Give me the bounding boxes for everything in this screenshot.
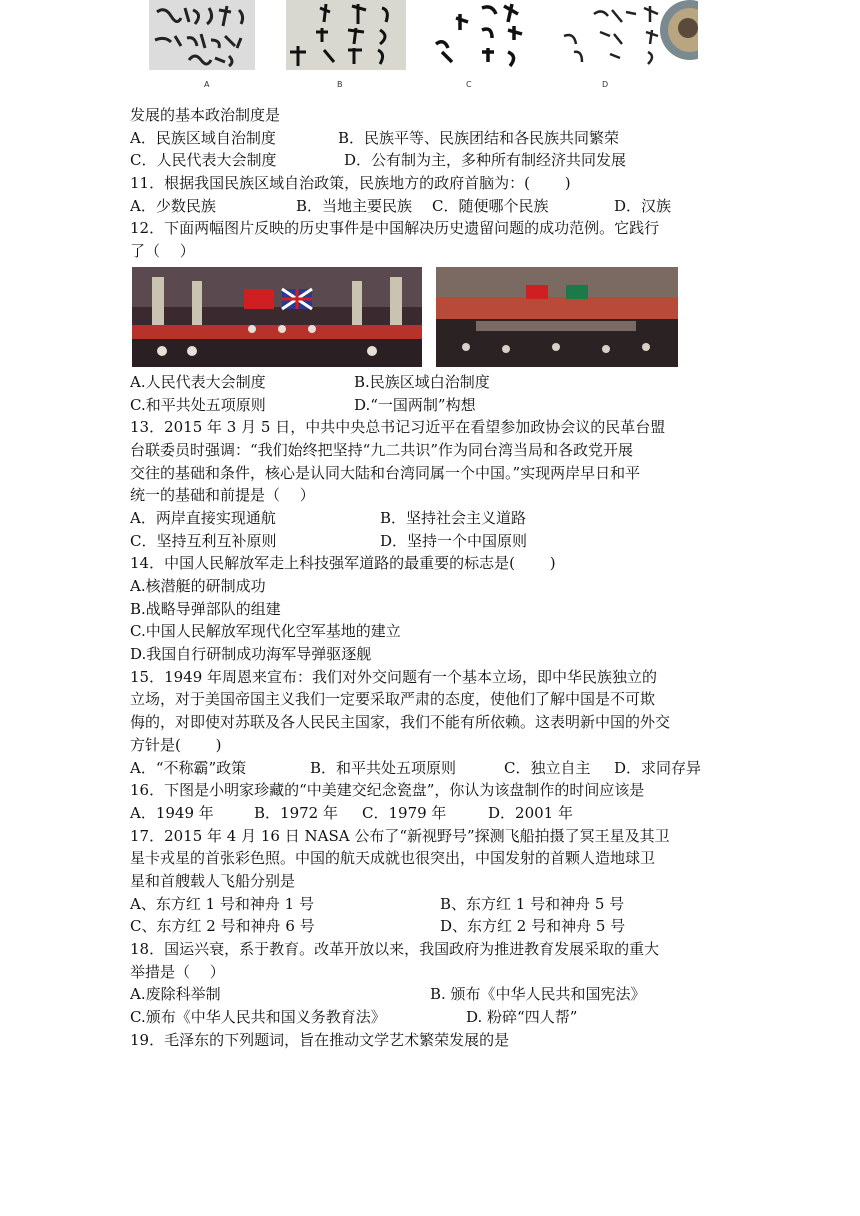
q17-options-row2 — [130, 915, 740, 938]
q17-option-a: A、东方红 1 号和神舟 1 号 — [130, 894, 314, 913]
calligraphy-image-c — [432, 0, 542, 70]
q15-options — [130, 757, 740, 780]
q11-option-c: C．随便哪个民族 — [432, 196, 549, 215]
q14-option-d: D.我国自行研制成功海军导弹驱逐舰 — [130, 645, 372, 664]
q13-option-d: D．坚持一个中国原则 — [380, 531, 528, 550]
q12-options-row1 — [130, 371, 740, 394]
q17-text-line1: 17．2015 年 4 月 16 日 NASA 公布了“新视野号”探测飞船拍摄了冥王星及其卫 — [130, 826, 670, 845]
q18-text-line2: 举措是（ ） — [130, 962, 225, 981]
q12-text-line1: 12．下面两幅图片反映的历史事件是中国解决历史遗留问题的成功范例。它践行 — [130, 219, 660, 238]
question-list — [130, 104, 740, 1051]
calligraphy-image-b — [286, 0, 406, 70]
q15-text-line4: 方针是( ) — [130, 735, 222, 754]
q16-option-d: D．2001 年 — [488, 803, 573, 822]
q11-option-b: B．当地主要民族 — [296, 196, 413, 215]
q12-option-a: A.人民代表大会制度 — [130, 372, 266, 391]
q12-photos — [130, 263, 740, 371]
q11-option-a: A．少数民族 — [130, 196, 216, 215]
q13-option-a: A．两岸直接实现通航 — [130, 508, 276, 527]
q14-option-b: B.战略导弹部队的组建 — [130, 599, 281, 618]
calligraphy-caption-a: A — [204, 80, 210, 89]
q14-option-a: A.核潜艇的研制成功 — [130, 577, 266, 595]
q16-option-c: C．1979 年 — [362, 803, 447, 822]
q13-option-c: C．坚持互利互补原则 — [130, 531, 277, 550]
q18-options-row1 — [130, 983, 740, 1006]
q12-option-b: B.民族区域白治制度 — [354, 372, 490, 391]
q13-option-b: B．坚持社会主义道路 — [380, 508, 527, 527]
q15-text-line1: 15．1949 年周恩来宣布：我们对外交问题有一个基本立场，即中华民族独立的 — [130, 667, 658, 686]
q15-option-c: C．独立自主 — [504, 758, 591, 777]
calligraphy-caption-d: D — [602, 80, 609, 89]
q17-options-row1 — [130, 893, 740, 916]
q12-option-c: C.和平共处五项原则 — [130, 395, 266, 414]
q17-text-line3: 星和首艘载人飞船分别是 — [130, 871, 296, 890]
q13-text-line2: 台联委员时强调：“我们始终把坚持“九二共识”作为同台湾当局和各政党开展 — [130, 440, 634, 459]
q13-text-line4: 统一的基础和前提是（ ） — [130, 486, 315, 505]
q18-text-line1: 18．国运兴衰，系于教育。改革开放以来，我国政府为推进教育发展采取的重大 — [130, 940, 660, 958]
q14-option-c: C.中国人民解放军现代化空军基地的建立 — [130, 622, 401, 641]
q17-option-b: B、东方红 1 号和神舟 5 号 — [440, 894, 625, 913]
q16-option-b: B．1972 年 — [254, 803, 338, 822]
q10-options-row2 — [130, 149, 740, 172]
q10-text: 发展的基本政治制度是 — [130, 106, 281, 124]
macau-handover-photo — [436, 267, 678, 367]
q18-options-row2 — [130, 1006, 740, 1029]
q18-option-b: B. 颁布《中华人民共和国宪法》 — [430, 985, 646, 1004]
calligraphy-caption-b: B — [337, 80, 343, 89]
q15-option-d: D．求同存异 — [614, 758, 702, 777]
q17-text-line2: 星卡戎星的首张彩色照。中国的航天成就也很突出，中国发射的首颗人造地球卫 — [130, 849, 656, 868]
q13-options-row2 — [130, 530, 740, 553]
q18-option-d: D. 粉碎“四人帮” — [466, 1008, 578, 1027]
calligraphy-image-a — [149, 0, 255, 70]
q10-option-c: C．人民代表大会制度 — [130, 151, 277, 170]
q11-option-d: D．汉族 — [614, 196, 672, 215]
q12-options-row2 — [130, 394, 740, 417]
calligraphy-caption-c: C — [466, 80, 472, 89]
q11-options — [130, 195, 740, 218]
hong-kong-handover-photo — [132, 267, 422, 367]
q13-options-row1 — [130, 507, 740, 530]
q16-text: 16．下图是小明家珍藏的“中美建交纪念瓷盘”，你认为该盘制作的时间应该是 — [130, 781, 645, 800]
q13-text-line1: 13．2015 年 3 月 5 日，中共中央总书记习近平在看望参加政协会议的民革台盟 — [130, 418, 666, 437]
q12-option-d: D.“一国两制”构想 — [354, 395, 476, 414]
q14-text: 14．中国人民解放军走上科技强军道路的最重要的标志是( ) — [130, 554, 556, 573]
q13-text-line3: 交往的基础和条件，核心是认同大陆和台湾同属一个中国。”实现两岸早日和平 — [130, 463, 641, 482]
q10-options-row1 — [130, 127, 740, 150]
q19-text: 19．毛泽东的下列题词，旨在推动文学艺术繁荣发展的是 — [130, 1030, 510, 1049]
q15-option-a: A．“不称霸”政策 — [130, 758, 247, 777]
q15-option-b: B．和平共处五项原则 — [310, 758, 457, 777]
q17-option-c: C、东方红 2 号和神舟 6 号 — [130, 917, 315, 936]
q11-text: 11．根据我国民族区域自治政策，民族地方的政府首脑为：( ) — [130, 174, 571, 193]
q10-option-d: D．公有制为主，多种所有制经济共同发展 — [344, 151, 627, 170]
q16-options — [130, 802, 740, 825]
q18-option-a: A.废除科举制 — [130, 985, 221, 1004]
q15-text-line2: 立场，对于美国帝国主义我们一定要采取严肃的态度，使他们了解中国是不可欺 — [130, 690, 656, 709]
calligraphy-image-d — [560, 0, 698, 70]
q10-option-b: B．民族平等、民族团结和各民族共同繁荣 — [338, 128, 620, 147]
q12-text-line2: 了（ ） — [130, 242, 195, 261]
q17-option-d: D、东方红 2 号和神舟 5 号 — [440, 917, 626, 936]
q18-option-c: C.颁布《中华人民共和国义务教育法》 — [130, 1008, 386, 1027]
q15-text-line3: 侮的，对即使对苏联及各人民民主国家，我们不能有所依赖。这表明新中国的外交 — [130, 713, 671, 732]
q16-option-a: A．1949 年 — [130, 803, 214, 822]
q10-option-a: A．民族区域自治制度 — [130, 128, 276, 147]
